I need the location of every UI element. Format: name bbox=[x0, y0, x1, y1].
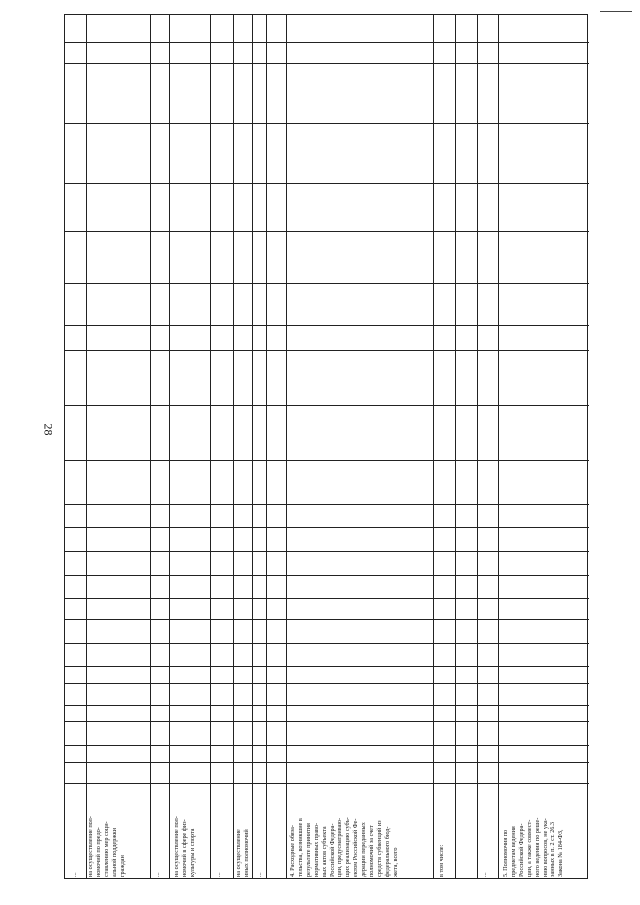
column-divider bbox=[65, 231, 589, 232]
column-divider bbox=[65, 683, 589, 684]
column-divider bbox=[65, 745, 589, 746]
column-divider bbox=[65, 619, 589, 620]
row-label-ellipsis: ... bbox=[481, 872, 488, 877]
column-divider bbox=[65, 504, 589, 505]
column-divider bbox=[65, 598, 589, 599]
column-divider bbox=[65, 527, 589, 528]
row-divider bbox=[498, 15, 499, 878]
row-divider bbox=[252, 15, 253, 878]
row-label-ellipsis: ... bbox=[256, 872, 263, 877]
scan-corner-mark bbox=[600, 11, 632, 12]
row-label-ellipsis: ... bbox=[154, 872, 161, 877]
row-label-ellipsis: ... bbox=[71, 872, 78, 877]
column-divider bbox=[65, 783, 589, 784]
column-divider bbox=[65, 63, 589, 64]
row-label-item-5-federal-powers: 5. Полномочия по предметам ведения Российской Федера- ции, а также совмест- ного ведения по реше- нию вопросов, не ука- занных в п. 2 ст. 26.3 Закона № 184-ФЗ, bbox=[502, 817, 565, 877]
column-divider bbox=[65, 350, 589, 351]
column-divider bbox=[65, 123, 589, 124]
row-divider bbox=[150, 15, 151, 878]
budget-obligations-table bbox=[64, 14, 588, 879]
row-divider bbox=[286, 15, 287, 878]
row-label-ellipsis: ... bbox=[215, 872, 222, 877]
column-divider bbox=[65, 460, 589, 461]
page-number: 28 bbox=[41, 423, 56, 436]
row-divider bbox=[455, 15, 456, 878]
row-divider bbox=[477, 15, 478, 878]
row-label-social-support-powers: на осуществление пол- номочий по предо- ставлению мер соци- альной поддержки граждан bbox=[87, 816, 126, 877]
row-label-sport-powers: на осуществление пол- номочий в сфере физ- культуры и спорта bbox=[173, 816, 196, 877]
column-divider bbox=[65, 183, 589, 184]
column-divider bbox=[65, 325, 589, 326]
column-divider bbox=[65, 762, 589, 763]
column-divider bbox=[65, 551, 589, 552]
column-divider bbox=[65, 42, 589, 43]
column-divider bbox=[65, 721, 589, 722]
column-divider bbox=[65, 283, 589, 284]
row-divider bbox=[433, 15, 434, 878]
row-divider bbox=[169, 15, 170, 878]
row-divider bbox=[266, 15, 267, 878]
column-divider bbox=[65, 643, 589, 644]
row-label-other-powers: на осуществление иных полномочий bbox=[235, 829, 250, 877]
column-divider bbox=[65, 405, 589, 406]
row-label-item-4-subvention-obligations: 4. Расходные обяза- тельства, возникшие в результате принятия нормативных право- вых актов субъекта Российской Федера- ции, предусматриваю- щих реализацию субъ- ектом Российской Фе- дерации переданных полномочий за счет средств субвенций из федерального бюд- жета, всего bbox=[289, 817, 399, 877]
column-divider bbox=[65, 575, 589, 576]
column-divider bbox=[65, 705, 589, 706]
row-divider bbox=[233, 15, 234, 878]
column-divider bbox=[65, 666, 589, 667]
row-label-including: в том числе: bbox=[438, 844, 445, 877]
row-divider bbox=[86, 15, 87, 878]
row-divider bbox=[210, 15, 211, 878]
